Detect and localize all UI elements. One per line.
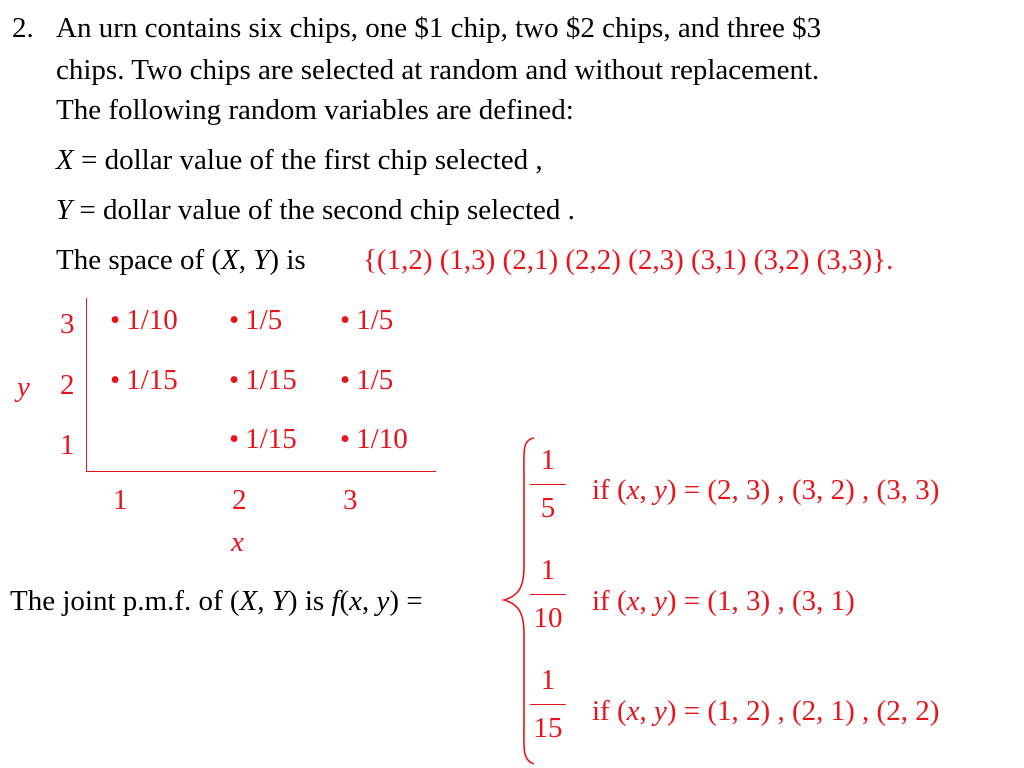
case-2-condition: if (x, y) = (1, 3) , (3, 1) (592, 585, 855, 617)
y-tick-2: 2 (60, 369, 75, 401)
cell-x2-y1: • 1/15 (229, 425, 297, 454)
problem-line-3: The following random variables are defined: (56, 94, 574, 126)
space-suffix: ) is (269, 244, 306, 276)
x-tick-3: 3 (343, 484, 358, 516)
y-tick-1: 1 (60, 429, 75, 461)
y-tick-3: 3 (60, 308, 75, 340)
y-axis-label: y (17, 371, 30, 403)
problem-line-1: An urn contains six chips, one $1 chip, two $2 chips, and three $3 (56, 12, 822, 44)
cell-x2-y2: • 1/15 (229, 366, 297, 395)
cell-x3-y2: • 1/5 (340, 366, 393, 395)
x-tick-2: 2 (232, 484, 247, 516)
case-3-fraction: 1 15 (526, 666, 570, 743)
space-set: {(1,2) (1,3) (2,1) (2,2) (2,3) (3,1) (3,2) (3,3)}. (363, 244, 894, 276)
cell-x3-y1: • 1/10 (340, 425, 408, 454)
x-definition (56, 146, 543, 175)
space-prefix: The space of ( (56, 244, 222, 276)
space-statement (56, 246, 306, 275)
x-axis-line (86, 471, 436, 472)
cell-x2-y3: • 1/5 (229, 306, 282, 335)
cell-x3-y3: • 1/5 (340, 306, 393, 335)
y-axis-line (86, 298, 87, 472)
case-1-fraction: 1 5 (526, 446, 570, 523)
problem-number: 2. (12, 12, 34, 44)
space-y-var: Y (253, 244, 270, 276)
y-variable: Y (56, 194, 73, 226)
x-axis-label: x (231, 526, 244, 558)
case-1-condition: if (x, y) = (2, 3) , (3, 2) , (3, 3) (592, 474, 940, 506)
x-definition-text: = dollar value of the first chip selected , (80, 144, 543, 176)
case-2-fraction: 1 10 (526, 556, 570, 633)
y-definition-text: = dollar value of the second chip selected . (79, 194, 575, 226)
problem-line-2: chips. Two chips are selected at random and without replacement. (56, 54, 820, 86)
x-tick-1: 1 (113, 484, 128, 516)
cell-x1-y3: • 1/10 (110, 306, 178, 335)
space-comma: , (238, 244, 254, 276)
x-variable: X (56, 144, 74, 176)
pmf-label: The joint p.m.f. of (X, Y) is f(x, y) = (10, 585, 423, 617)
cell-x1-y2: • 1/15 (110, 366, 178, 395)
case-3-condition: if (x, y) = (1, 2) , (2, 1) , (2, 2) (592, 695, 940, 727)
space-x-var: X (221, 244, 239, 276)
y-definition (56, 196, 575, 225)
